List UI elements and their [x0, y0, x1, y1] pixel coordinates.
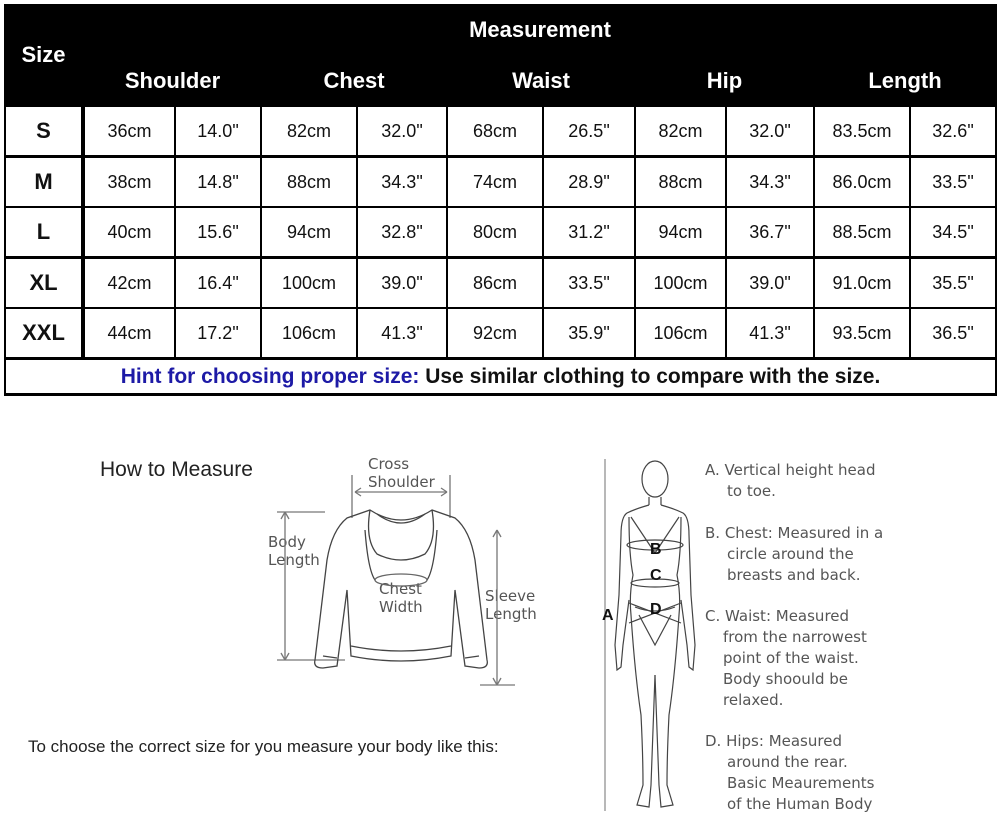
table-cell: 35.5" [911, 259, 995, 307]
column-header-chest: Chest [262, 57, 446, 104]
size-label-s: S [6, 107, 81, 155]
size-header: Size [6, 6, 81, 104]
table-cell: 88cm [262, 158, 356, 206]
note-c: C. Waist: Measured from the narrowest point of the waist. Body shoould be relaxed. [705, 607, 867, 709]
table-cell: 74cm [448, 158, 542, 206]
table-cell: 15.6" [176, 208, 260, 256]
body-letter-b: B [650, 541, 662, 558]
table-cell: 14.8" [176, 158, 260, 206]
table-cell: 33.5" [911, 158, 995, 206]
body-letter-d: D [650, 601, 662, 618]
table-cell: 33.5" [544, 259, 634, 307]
table-cell: 86cm [448, 259, 542, 307]
measure-instruction: To choose the correct size for you measure your body like this: [28, 737, 499, 756]
chest-width-label: Chest Width [379, 580, 423, 616]
note-b: B. Chest: Measured in a circle around the breasts and back. [705, 524, 884, 584]
size-label-xl: XL [6, 259, 81, 307]
hint-label: Hint for choosing proper size: [120, 364, 420, 388]
table-cell: 34.5" [911, 208, 995, 256]
table-cell: 68cm [448, 107, 542, 155]
measurement-header: Measurement [85, 6, 995, 54]
table-cell: 36.5" [911, 309, 995, 357]
body-letter-c: C [650, 567, 662, 584]
table-cell: 82cm [262, 107, 356, 155]
note-a: A. Vertical height head to toe. [705, 461, 876, 500]
table-cell: 36cm [85, 107, 174, 155]
size-label-m: M [6, 158, 81, 206]
table-cell: 34.3" [358, 158, 446, 206]
table-cell: 94cm [636, 208, 725, 256]
hint-text: Use similar clothing to compare with the size. [419, 364, 881, 388]
table-cell: 32.0" [358, 107, 446, 155]
table-cell: 93.5cm [815, 309, 909, 357]
column-header-hip: Hip [636, 57, 813, 104]
table-cell: 34.3" [727, 158, 813, 206]
table-cell: 39.0" [727, 259, 813, 307]
table-cell: 91.0cm [815, 259, 909, 307]
cross-shoulder-label: Cross Shoulder [368, 455, 435, 491]
table-cell: 32.0" [727, 107, 813, 155]
table-cell: 32.6" [911, 107, 995, 155]
table-cell: 94cm [262, 208, 356, 256]
table-cell: 80cm [448, 208, 542, 256]
table-cell: 40cm [85, 208, 174, 256]
size-chart-table [4, 4, 997, 396]
table-cell: 32.8" [358, 208, 446, 256]
sweater-sketch [265, 470, 535, 700]
table-cell: 42cm [85, 259, 174, 307]
table-cell: 35.9" [544, 309, 634, 357]
table-cell: 26.5" [544, 107, 634, 155]
table-cell: 17.2" [176, 309, 260, 357]
table-cell: 92cm [448, 309, 542, 357]
size-label-xxl: XXL [6, 309, 81, 357]
table-cell: 14.0" [176, 107, 260, 155]
body-letter-a: A [602, 607, 614, 624]
table-cell: 88cm [636, 158, 725, 206]
body-length-label: Body Length [268, 533, 320, 569]
table-cell: 16.4" [176, 259, 260, 307]
table-cell: 31.2" [544, 208, 634, 256]
body-figure [595, 455, 705, 825]
note-d: D. Hips: Measured around the rear. Basic Meaurements of the Human Body [705, 732, 875, 813]
size-hint [6, 360, 995, 393]
table-cell: 38cm [85, 158, 174, 206]
size-label-l: L [6, 208, 81, 256]
table-cell: 106cm [636, 309, 725, 357]
table-cell: 100cm [636, 259, 725, 307]
table-cell: 86.0cm [815, 158, 909, 206]
table-cell: 88.5cm [815, 208, 909, 256]
table-cell: 106cm [262, 309, 356, 357]
table-cell: 82cm [636, 107, 725, 155]
how-to-measure-title: How to Measure [100, 458, 253, 481]
table-cell: 41.3" [358, 309, 446, 357]
column-header-waist: Waist [448, 57, 634, 104]
sleeve-length-label: Sleeve Length [485, 587, 537, 623]
table-cell: 44cm [85, 309, 174, 357]
table-cell: 41.3" [727, 309, 813, 357]
table-cell: 100cm [262, 259, 356, 307]
table-cell: 83.5cm [815, 107, 909, 155]
table-cell: 39.0" [358, 259, 446, 307]
column-header-length: Length [815, 57, 995, 104]
table-cell: 36.7" [727, 208, 813, 256]
column-header-shoulder: Shoulder [85, 57, 260, 104]
table-cell: 28.9" [544, 158, 634, 206]
